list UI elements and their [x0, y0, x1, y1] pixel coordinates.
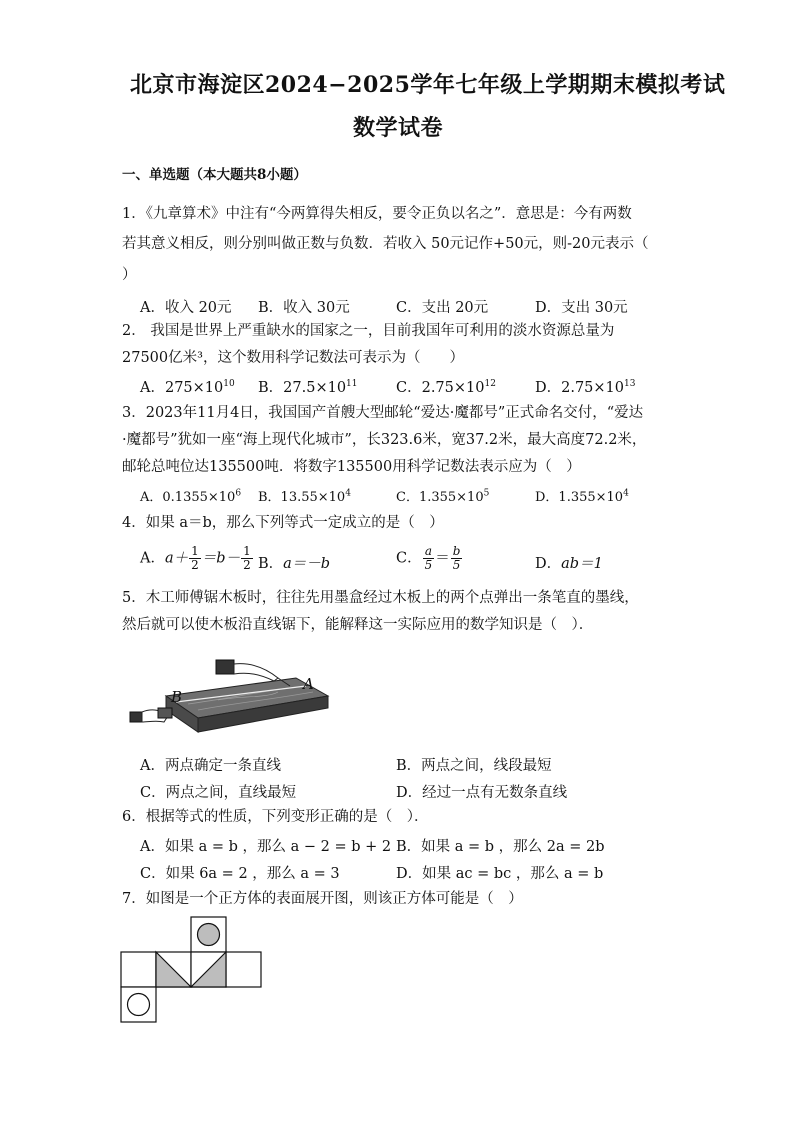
question-1-option-d: D．支出 30元: [535, 300, 628, 316]
question-4-option-a: A．a＋ $\frac{1}{2}$ ＝b－ $\frac{1}{2}$: [140, 544, 251, 572]
question-3-option-d: D．$1.355\times 10^4$: [535, 488, 629, 505]
question-7-stem: 7．如图是一个正方体的表面展开图，则该正方体可能是（ ）: [122, 891, 523, 907]
question-1-option-b: B．收入 30元: [258, 300, 350, 316]
question-5-option-a: A．两点确定一条直线: [140, 758, 281, 774]
question-1-option-c: C．支出 20元: [396, 300, 489, 316]
question-2-option-d: D．$2.75\times 10^{13}$: [535, 379, 636, 396]
question-2-option-a: A．$275\times 10^{10}$: [140, 379, 235, 396]
section-heading: 一、单选题（本大题共8小题）: [122, 167, 307, 183]
question-3-line-2: ·魔都号”犹如一座“海上现代化城市”，长323.6米，宽37.2米，最大高度72.2米，: [122, 432, 647, 448]
question-3-line-1: 3．2023年11月4日，我国国产首艘大型邮轮“爱达·魔都号”正式命名交付，“爱达: [122, 405, 644, 421]
question-2-line-2: 27500亿米³，这个数用科学记数法可表示为（ ）: [122, 350, 464, 366]
question-4-option-c: C． $\frac{a}{5}$ ＝ $\frac{b}{5}$: [396, 544, 461, 572]
question-5-line-1: 5．木工师傅锯木板时，往往先用墨盒经过木板上的两个点弹出一条笔直的墨线，: [122, 590, 639, 606]
page-subtitle: 数学试卷: [353, 115, 444, 141]
question-1-line-3: ）: [122, 267, 137, 283]
figure-label-a: A: [303, 675, 314, 693]
figure-label-b: B: [171, 688, 183, 706]
question-6-option-b: B．如果 a = b ，那么 2a = 2b: [396, 839, 605, 855]
question-5-option-c: C．两点之间，直线最短: [140, 785, 297, 801]
question-4-option-d: D．ab＝1: [535, 556, 603, 572]
question-6-stem: 6．根据等式的性质，下列变形正确的是（ ）．: [122, 809, 429, 825]
question-2-option-c: C．$2.75\times 10^{12}$: [396, 379, 496, 396]
question-1-line-2: 若其意义相反，则分别叫做正数与负数．若收入 50元记作+50元，则-20元表示（: [122, 236, 649, 252]
question-1-line-1: 1．《九章算术》中注有“今两算得失相反，要令正负以名之”．意思是：今有两数: [122, 206, 632, 222]
question-2-line-1: 2． 我国是世界上严重缺水的国家之一，目前我国年可利用的淡水资源总量为: [122, 323, 615, 339]
question-4-option-b: B．a＝－b: [258, 556, 331, 572]
question-3-option-a: A．$0.1355\times 10^6$: [140, 488, 242, 505]
question-5-option-b: B．两点之间，线段最短: [396, 758, 552, 774]
cube-net-figure: [119, 915, 269, 1025]
sawing-board-figure: [128, 656, 333, 734]
question-6-option-c: C．如果 6a = 2 ，那么 a = 3: [140, 866, 340, 882]
question-2-option-b: B．$27.5\times 10^{11}$: [258, 379, 358, 396]
question-5-option-d: D．经过一点有无数条直线: [396, 785, 568, 801]
question-3-option-c: C．$1.355\times 10^5$: [396, 488, 490, 505]
question-1-option-a: A．收入 20元: [140, 300, 232, 316]
question-6-option-a: A．如果 a = b ，那么 a − 2 = b + 2: [140, 839, 392, 855]
question-4-stem: 4．如果 a＝b，那么下列等式一定成立的是（ ）: [122, 515, 444, 531]
page-title: 北京市海淀区2024−2025学年七年级上学期期末模拟考试: [130, 72, 726, 98]
question-6-option-d: D．如果 ac = bc ，那么 a = b: [396, 866, 604, 882]
question-3-line-3: 邮轮总吨位达135500吨．将数字135500用科学记数法表示应为（ ）: [122, 459, 581, 475]
question-5-line-2: 然后就可以使木板沿直线锯下，能解释这一实际应用的数学知识是（ ）．: [122, 617, 594, 633]
question-3-option-b: B．$13.55\times 10^4$: [258, 488, 351, 505]
